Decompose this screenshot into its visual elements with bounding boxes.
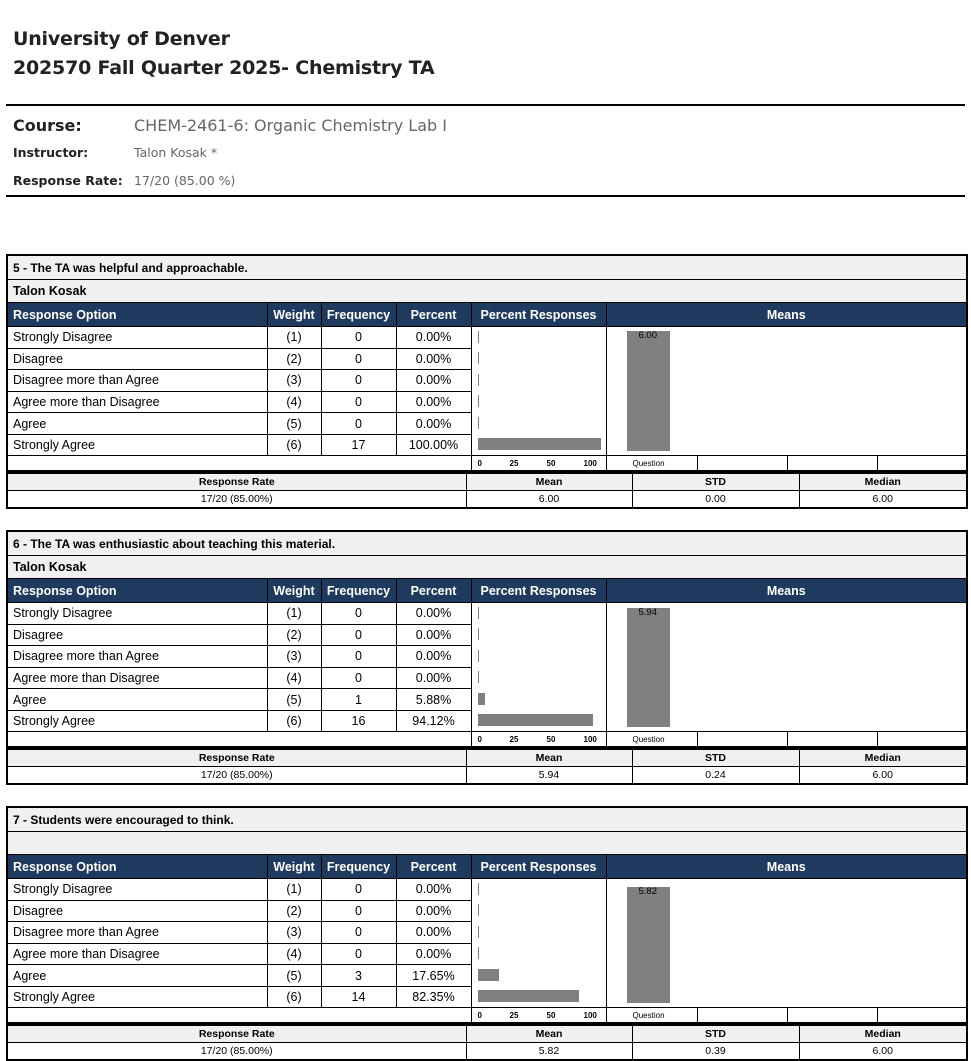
col-percent: Percent [396, 855, 471, 879]
stats-header-std: STD [632, 749, 799, 767]
stats-header-rate: Response Rate [7, 749, 466, 767]
percent-bar [478, 693, 485, 705]
response-option: Strongly Agree [7, 434, 267, 456]
axis-tick: 25 [509, 1011, 519, 1021]
response-percent: 0.00% [396, 348, 471, 370]
axis-divider [877, 1008, 878, 1022]
axis-tick: 100 [583, 1011, 597, 1021]
stats-median: 6.00 [799, 1043, 967, 1061]
university-title: University of Denver [13, 28, 230, 50]
stats-std: 0.00 [632, 491, 799, 509]
response-frequency: 0 [321, 348, 396, 370]
stats-rate: 17/20 (85.00%) [7, 1043, 466, 1061]
axis-tick: 0 [477, 735, 482, 745]
stats-mean: 5.82 [466, 1043, 632, 1061]
response-weight: (6) [267, 986, 321, 1008]
means-chart [606, 879, 967, 1008]
response-percent: 0.00% [396, 922, 471, 944]
percent-bar [478, 438, 601, 450]
response-weight: (1) [267, 603, 321, 625]
response-percent: 94.12% [396, 710, 471, 732]
response-option: Agree [7, 689, 267, 711]
question-title: 5 - The TA was helpful and approachable. [7, 255, 967, 280]
response-option: Disagree more than Agree [7, 646, 267, 668]
col-percent: Percent [396, 303, 471, 327]
means-axis [606, 456, 967, 472]
response-weight: (5) [267, 965, 321, 987]
response-frequency: 0 [321, 646, 396, 668]
response-weight: (1) [267, 879, 321, 901]
col-response-option: Response Option [7, 303, 267, 327]
axis-spacer [7, 732, 471, 748]
response-percent: 0.00% [396, 391, 471, 413]
percent-bar [478, 395, 480, 407]
response-weight: (2) [267, 348, 321, 370]
percent-bar [478, 628, 480, 640]
response-frequency: 0 [321, 667, 396, 689]
percent-bar [478, 714, 594, 726]
response-row [7, 879, 967, 901]
axis-tick: 50 [546, 459, 556, 469]
instructor-name [7, 832, 967, 855]
percent-bar [478, 990, 579, 1002]
stats-header-median: Median [799, 749, 967, 767]
means-chart [606, 327, 967, 456]
stats-header-mean: Mean [466, 1025, 632, 1043]
col-weight: Weight [267, 303, 321, 327]
axis-tick: 25 [509, 459, 519, 469]
response-weight: (5) [267, 689, 321, 711]
percent-axis [471, 1008, 606, 1024]
means-axis [606, 1008, 967, 1024]
stats-std: 0.24 [632, 767, 799, 785]
instructor-name: Talon Kosak [7, 280, 967, 303]
response-percent: 82.35% [396, 986, 471, 1008]
response-option: Disagree [7, 900, 267, 922]
percent-bar [478, 417, 480, 429]
response-weight: (2) [267, 624, 321, 646]
response-option: Disagree [7, 348, 267, 370]
response-option: Strongly Disagree [7, 879, 267, 901]
response-weight: (6) [267, 434, 321, 456]
info-divider [6, 195, 965, 197]
percent-responses-chart [471, 327, 606, 456]
col-response-option: Response Option [7, 579, 267, 603]
stats-header-median: Median [799, 1025, 967, 1043]
response-percent: 0.00% [396, 327, 471, 349]
response-percent: 0.00% [396, 413, 471, 435]
axis-divider [787, 732, 788, 746]
header-divider [6, 104, 965, 106]
stats-header-std: STD [632, 473, 799, 491]
means-axis [606, 732, 967, 748]
response-percent: 0.00% [396, 879, 471, 901]
stats-header-mean: Mean [466, 473, 632, 491]
stats-header-median: Median [799, 473, 967, 491]
response-frequency: 1 [321, 689, 396, 711]
col-means: Means [606, 855, 967, 879]
mean-bar [627, 331, 670, 451]
response-percent: 0.00% [396, 943, 471, 965]
question-table [6, 254, 968, 472]
stats-table [6, 1024, 968, 1061]
col-weight: Weight [267, 579, 321, 603]
response-percent: 0.00% [396, 900, 471, 922]
percent-axis [471, 732, 606, 748]
response-weight: (5) [267, 413, 321, 435]
response-option: Strongly Disagree [7, 327, 267, 349]
axis-divider [787, 1008, 788, 1022]
percent-bar [478, 671, 480, 683]
stats-header-mean: Mean [466, 749, 632, 767]
stats-rate: 17/20 (85.00%) [7, 491, 466, 509]
col-percent: Percent [396, 579, 471, 603]
response-option: Disagree more than Agree [7, 370, 267, 392]
instructor-label: Instructor: [13, 145, 89, 160]
percent-bar [478, 969, 500, 981]
response-rate-value: 17/20 (85.00 %) [134, 173, 236, 188]
response-frequency: 0 [321, 943, 396, 965]
response-frequency: 0 [321, 370, 396, 392]
percent-bar [478, 331, 480, 343]
question-axis-label: Question [632, 459, 665, 469]
response-frequency: 0 [321, 879, 396, 901]
mean-label: 6.00 [638, 330, 657, 341]
response-percent: 0.00% [396, 624, 471, 646]
instructor-name: Talon Kosak [7, 556, 967, 579]
response-percent: 100.00% [396, 434, 471, 456]
axis-divider [787, 456, 788, 470]
response-frequency: 0 [321, 922, 396, 944]
response-row [7, 603, 967, 625]
axis-tick: 100 [583, 735, 597, 745]
col-frequency: Frequency [321, 855, 396, 879]
response-percent: 5.88% [396, 689, 471, 711]
axis-divider [697, 732, 698, 746]
percent-bar [478, 352, 480, 364]
col-response-option: Response Option [7, 855, 267, 879]
percent-bar [478, 650, 480, 662]
stats-table [6, 748, 968, 785]
percent-bar [478, 883, 480, 895]
col-frequency: Frequency [321, 303, 396, 327]
response-frequency: 0 [321, 900, 396, 922]
response-frequency: 17 [321, 434, 396, 456]
question-section [6, 806, 966, 1057]
course-label: Course: [13, 116, 82, 135]
response-weight: (4) [267, 667, 321, 689]
response-row [7, 327, 967, 349]
stats-header-std: STD [632, 1025, 799, 1043]
instructor-value: Talon Kosak * [134, 145, 218, 160]
axis-spacer [7, 1008, 471, 1024]
axis-tick: 25 [509, 735, 519, 745]
stats-table [6, 472, 968, 509]
axis-divider [697, 456, 698, 470]
stats-mean: 5.94 [466, 767, 632, 785]
response-percent: 0.00% [396, 603, 471, 625]
response-option: Agree more than Disagree [7, 391, 267, 413]
response-frequency: 0 [321, 413, 396, 435]
stats-header-rate: Response Rate [7, 1025, 466, 1043]
response-frequency: 16 [321, 710, 396, 732]
response-weight: (3) [267, 922, 321, 944]
col-frequency: Frequency [321, 579, 396, 603]
response-option: Disagree more than Agree [7, 922, 267, 944]
percent-responses-chart [471, 879, 606, 1008]
mean-bar [627, 608, 670, 727]
percent-responses-chart [471, 603, 606, 732]
response-weight: (1) [267, 327, 321, 349]
mean-label: 5.82 [638, 885, 657, 897]
response-frequency: 3 [321, 965, 396, 987]
response-frequency: 14 [321, 986, 396, 1008]
response-weight: (3) [267, 370, 321, 392]
axis-tick: 0 [477, 1011, 482, 1021]
response-option: Strongly Agree [7, 986, 267, 1008]
col-percent-responses: Percent Responses [471, 855, 606, 879]
col-weight: Weight [267, 855, 321, 879]
col-percent-responses: Percent Responses [471, 303, 606, 327]
axis-tick: 50 [546, 735, 556, 745]
percent-axis [471, 456, 606, 472]
response-weight: (3) [267, 646, 321, 668]
question-section [6, 254, 966, 505]
stats-std: 0.39 [632, 1043, 799, 1061]
question-axis-label: Question [632, 735, 665, 745]
col-percent-responses: Percent Responses [471, 579, 606, 603]
means-chart [606, 603, 967, 732]
col-means: Means [606, 579, 967, 603]
response-option: Agree [7, 413, 267, 435]
response-frequency: 0 [321, 391, 396, 413]
mean-bar [627, 887, 670, 1004]
percent-bar [478, 374, 480, 386]
percent-bar [478, 607, 480, 619]
course-value: CHEM-2461-6: Organic Chemistry Lab I [134, 116, 447, 135]
axis-tick: 0 [477, 459, 482, 469]
response-option: Strongly Disagree [7, 603, 267, 625]
response-rate-label: Response Rate: [13, 173, 123, 188]
response-percent: 17.65% [396, 965, 471, 987]
mean-label: 5.94 [638, 607, 657, 619]
col-means: Means [606, 303, 967, 327]
percent-bar [478, 904, 480, 916]
stats-header-rate: Response Rate [7, 473, 466, 491]
response-frequency: 0 [321, 624, 396, 646]
stats-median: 6.00 [799, 767, 967, 785]
axis-tick: 50 [546, 1011, 556, 1021]
response-frequency: 0 [321, 327, 396, 349]
axis-spacer [7, 456, 471, 472]
response-option: Agree more than Disagree [7, 667, 267, 689]
question-axis-label: Question [632, 1011, 665, 1021]
percent-bar [478, 926, 480, 938]
response-option: Disagree [7, 624, 267, 646]
question-section [6, 530, 966, 781]
question-table [6, 806, 968, 1024]
response-weight: (4) [267, 391, 321, 413]
axis-divider [697, 1008, 698, 1022]
percent-bar [478, 947, 480, 959]
axis-divider [877, 732, 878, 746]
stats-mean: 6.00 [466, 491, 632, 509]
question-table [6, 530, 968, 748]
response-weight: (6) [267, 710, 321, 732]
stats-rate: 17/20 (85.00%) [7, 767, 466, 785]
response-frequency: 0 [321, 603, 396, 625]
question-title: 7 - Students were encouraged to think. [7, 807, 967, 832]
response-option: Agree [7, 965, 267, 987]
axis-divider [877, 456, 878, 470]
response-percent: 0.00% [396, 646, 471, 668]
response-percent: 0.00% [396, 667, 471, 689]
question-title: 6 - The TA was enthusiastic about teaching this material. [7, 531, 967, 556]
response-option: Agree more than Disagree [7, 943, 267, 965]
response-option: Strongly Agree [7, 710, 267, 732]
term-title: 202570 Fall Quarter 2025- Chemistry TA [13, 57, 435, 79]
response-weight: (4) [267, 943, 321, 965]
axis-tick: 100 [583, 459, 597, 469]
stats-median: 6.00 [799, 491, 967, 509]
response-percent: 0.00% [396, 370, 471, 392]
response-weight: (2) [267, 900, 321, 922]
